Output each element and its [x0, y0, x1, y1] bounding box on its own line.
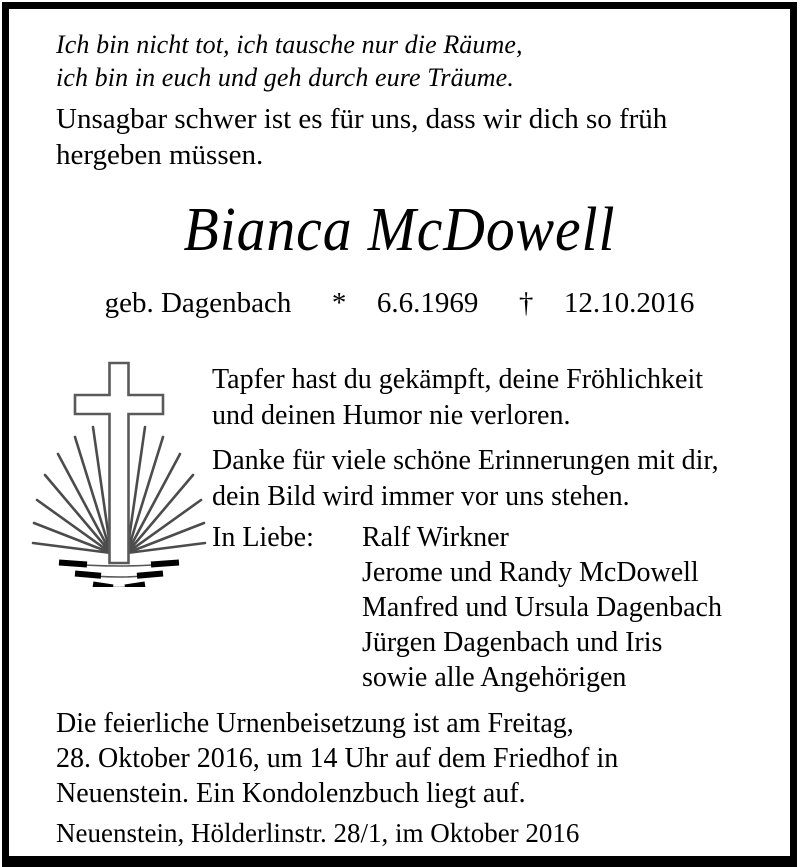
notice-border-frame	[2, 2, 797, 867]
dedication-name-2: Jerome und Randy McDowell	[362, 557, 699, 588]
dedication-label: In Liebe:	[212, 522, 314, 553]
dedication-name-5: sowie alle Angehörigen	[362, 662, 627, 693]
lead-paragraph	[56, 101, 756, 173]
lead-line-1: Unsagbar schwer ist es für uns, dass wir dich so früh	[56, 103, 668, 135]
verse-line-2: ich bin in euch und geh durch eure Träume.	[56, 63, 514, 92]
notice-content	[9, 9, 790, 856]
death-date: 12.10.2016	[563, 287, 695, 319]
lead-line-2: hergeben müssen.	[56, 139, 264, 171]
message-p2-line-2: dein Bild wird immer vor uns stehen.	[212, 481, 630, 512]
message-paragraph-spacer	[212, 434, 790, 443]
message-p1-line-2: und deinen Humor nie verloren.	[212, 400, 571, 431]
place-date-line: Neuenstein, Hölderlinstr. 28/1, im Oktober 2016	[56, 818, 580, 848]
verse-line-1: Ich bin nicht tot, ich tausche nur die Räume,	[56, 30, 523, 59]
maiden-name: geb. Dagenbach	[104, 287, 292, 319]
ceremony-line-1: Die feierliche Urnenbeisetzung ist am Freitag,	[56, 708, 574, 739]
message-p2-line-1: Danke für viele schöne Erinnerungen mit dir,	[212, 445, 719, 476]
message-p1-line-1: Tapfer hast du gekämpft, deine Fröhlichkeit	[212, 364, 703, 395]
ceremony-line-3: Neuenstein. Ein Kondolenzbuch liegt auf.	[56, 778, 526, 809]
birth-symbol: *	[331, 287, 347, 319]
dedication-name-4: Jürgen Dagenbach und Iris	[362, 627, 663, 658]
deceased-name: Bianca McDowell	[183, 196, 616, 264]
deceased-details	[9, 286, 790, 321]
dedication-names	[362, 520, 722, 695]
verse-block	[56, 28, 523, 94]
cross-with-rays-icon	[31, 357, 207, 587]
dedication-name-1: Ralf Wirkner	[362, 522, 509, 553]
ceremony-line-2: 28. Oktober 2016, um 14 Uhr auf dem Friedhof in	[56, 743, 619, 774]
birth-date: 6.6.1969	[376, 287, 479, 319]
death-symbol: †	[518, 287, 534, 319]
message-block	[212, 362, 790, 515]
dedication-name-3: Manfred und Ursula Dagenbach	[362, 592, 722, 623]
ceremony-block	[56, 706, 776, 811]
